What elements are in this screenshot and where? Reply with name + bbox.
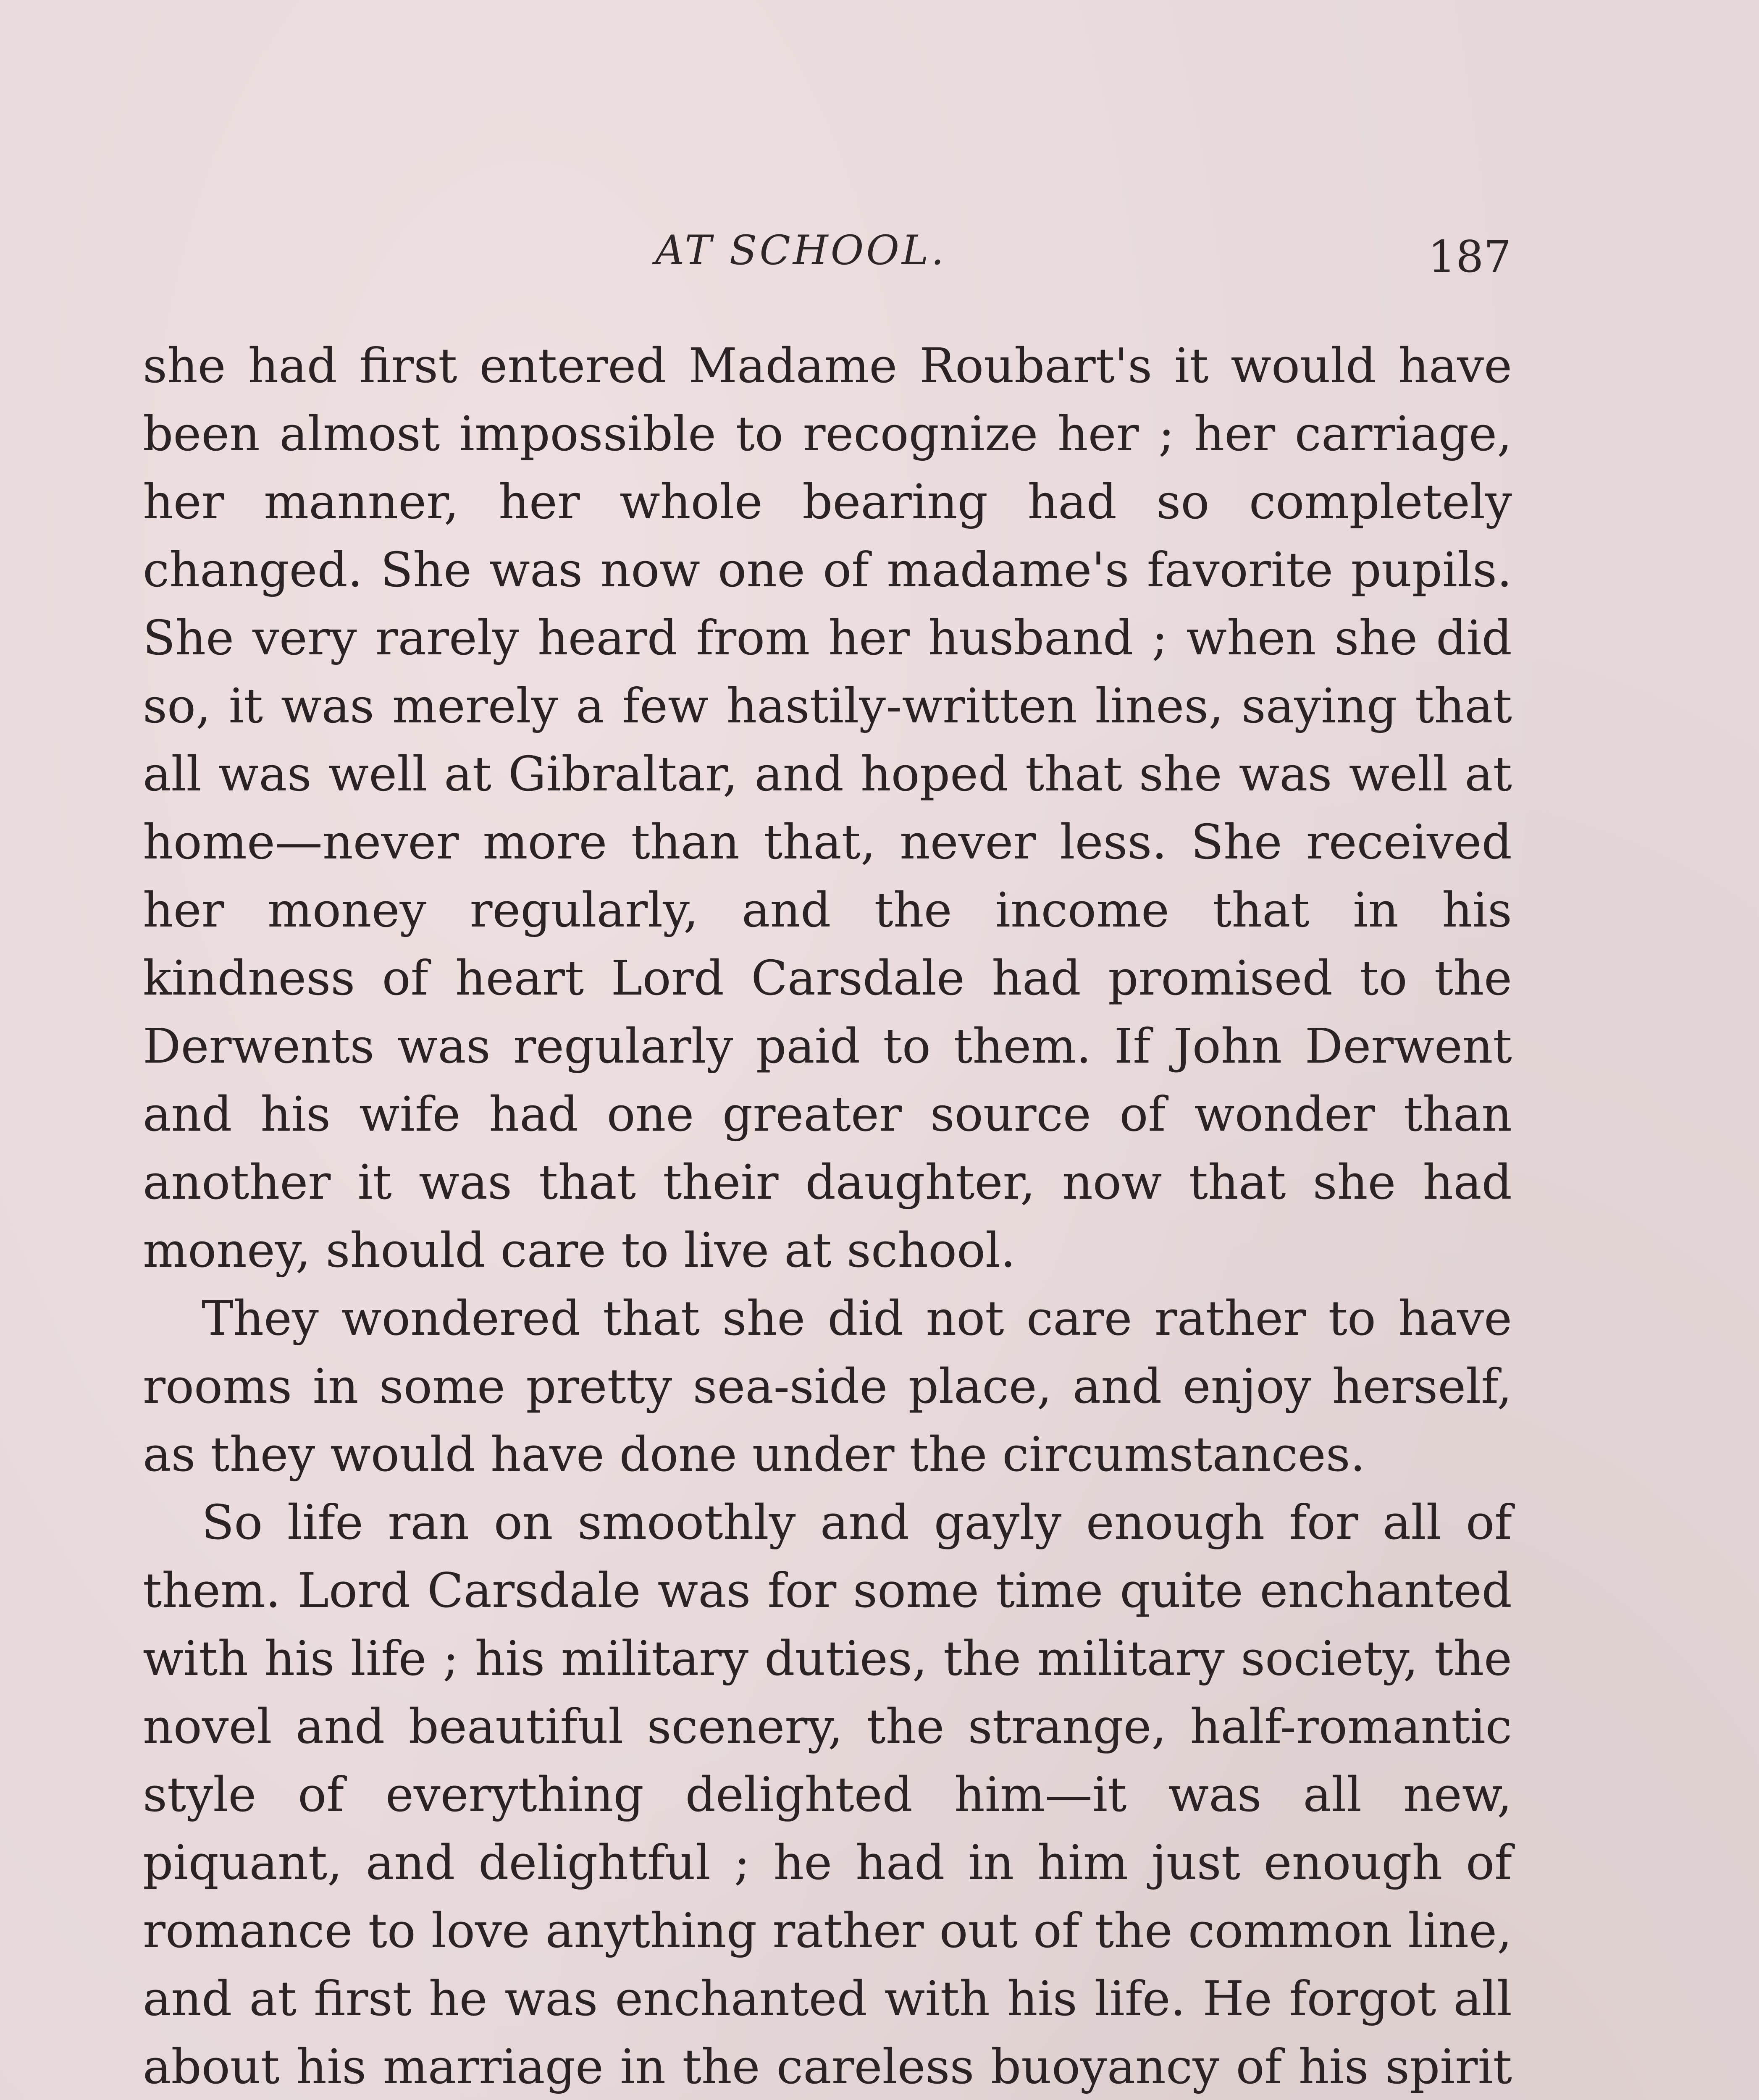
body-text: [143, 332, 1512, 2100]
running-title: AT SCHOOL.: [655, 227, 947, 274]
paragraph-3: So life ran on smoothly and gayly enough for all of them. Lord Carsdale was for some time quite enchanted with his life ; his military duties, the military society, the novel and beautiful scenery, the strange, half-romantic style of everything delighted him—it was all new, piquant, and delightful ; he had in him just enough of romance to love anything rather out of the common line, and at first he was enchanted with his life. He forgot all about his marriage in the careless buoyancy of his spirit: [143, 1495, 1512, 2095]
paragraph-2: They wondered that she did not care rather to have rooms in some pretty sea-side place, and enjoy herself, as they would have done under the circumstances.: [143, 1291, 1512, 1482]
paragraph-1: she had first entered Madame Roubart's it would have been almost impossible to recognize her ; her carriage, her manner, her whole bearing had so completely changed. She was now one of madame's favorite pupils. She very rarely heard from her husband ; when she did so, it was merely a few hastily-written lines, saying that all was well at Gibraltar, and hoped that she was well at home—never more than that, never less. She received her money regularly, and the income that in his kindness of heart Lord Carsdale had promised to the Derwents was regularly paid to them. If John Derwent and his wife had one greater source of wonder than another it was that their daughter, now that she had money, should care to live at school.: [143, 338, 1512, 1278]
page-number: 187: [1428, 231, 1512, 282]
running-head: [0, 218, 1759, 302]
